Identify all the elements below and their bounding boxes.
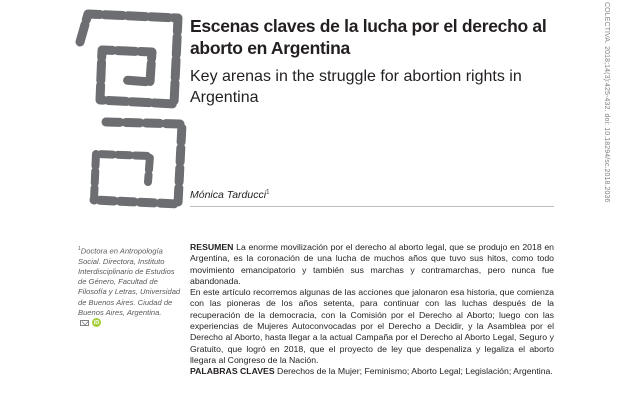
side-citation (598, 2, 618, 212)
author-name (190, 189, 269, 201)
article-title-english: Key arenas in the struggle for abortion rights in Argentina (190, 68, 522, 106)
affiliation-footnote-mark: 1 (78, 246, 81, 252)
orcid-icon-text: iD (93, 319, 100, 326)
abstract-text-1: La enorme movilización por el derecho al aborto legal, que se produjo en 2018 en Argentina, es la coronación de una lucha de muchos años que tuvo sus hitos, como todo movimiento emancipatorio y también sus marchas y contramarchas, pero nunca fue abandonada. (190, 242, 555, 286)
abstract-paragraph-1 (190, 242, 554, 287)
abstract (190, 242, 554, 378)
author-footnote-mark: 1 (266, 189, 270, 196)
affiliation-text: Doctora en Antropología Social. Directora, Instituto Interdisciplinario de Estudios de Género, Facultad de Filosofía y Letras, Universidad de Buenos Aires. Ciudad de Buenos Aires, Argentina. (78, 246, 181, 317)
keywords-label: PALABRAS CLAVES (190, 366, 275, 377)
abstract-paragraph-2: En este artículo recorremos algunas de las acciones que jalonaron esa historia, que comienza con las pioneras de los años setenta, para continuar con las luchas después de la recuperación de la democracia, con la Comisión por el Derecho al Aborto; luego con las experiencias de Mujeres Autoconvocadas por el Derecho a Decidir, y la Asamblea por el Derecho al Aborto, hasta llegar a la actual Campaña por el Derecho al Aborto Legal, Seguro y Gratuito, que logró en 2018, que el proyecto de ley que despenaliza y legaliza el aborto llegara al Congreso de la Nación. (190, 287, 554, 365)
keywords (190, 366, 554, 377)
mail-icon[interactable] (80, 320, 89, 326)
spiral-logo-icon (70, 4, 195, 219)
keywords-text: Derechos de la Mujer; Feminismo; Aborto Legal; Legislación; Argentina. (277, 366, 553, 377)
side-citation-text: COLECTIVA. 2018;14(3):425-432. doi: 10.18294/sc.2018.2036 (603, 2, 610, 203)
orcid-icon[interactable] (92, 318, 101, 327)
author-affiliation (78, 244, 184, 328)
author-name-text: Mónica Tarducci (190, 189, 267, 201)
divider (190, 206, 554, 207)
article-title-spanish: Escenas claves de la lucha por el derecho al aborto en Argentina (190, 16, 547, 58)
abstract-label: RESUMEN (190, 242, 234, 252)
